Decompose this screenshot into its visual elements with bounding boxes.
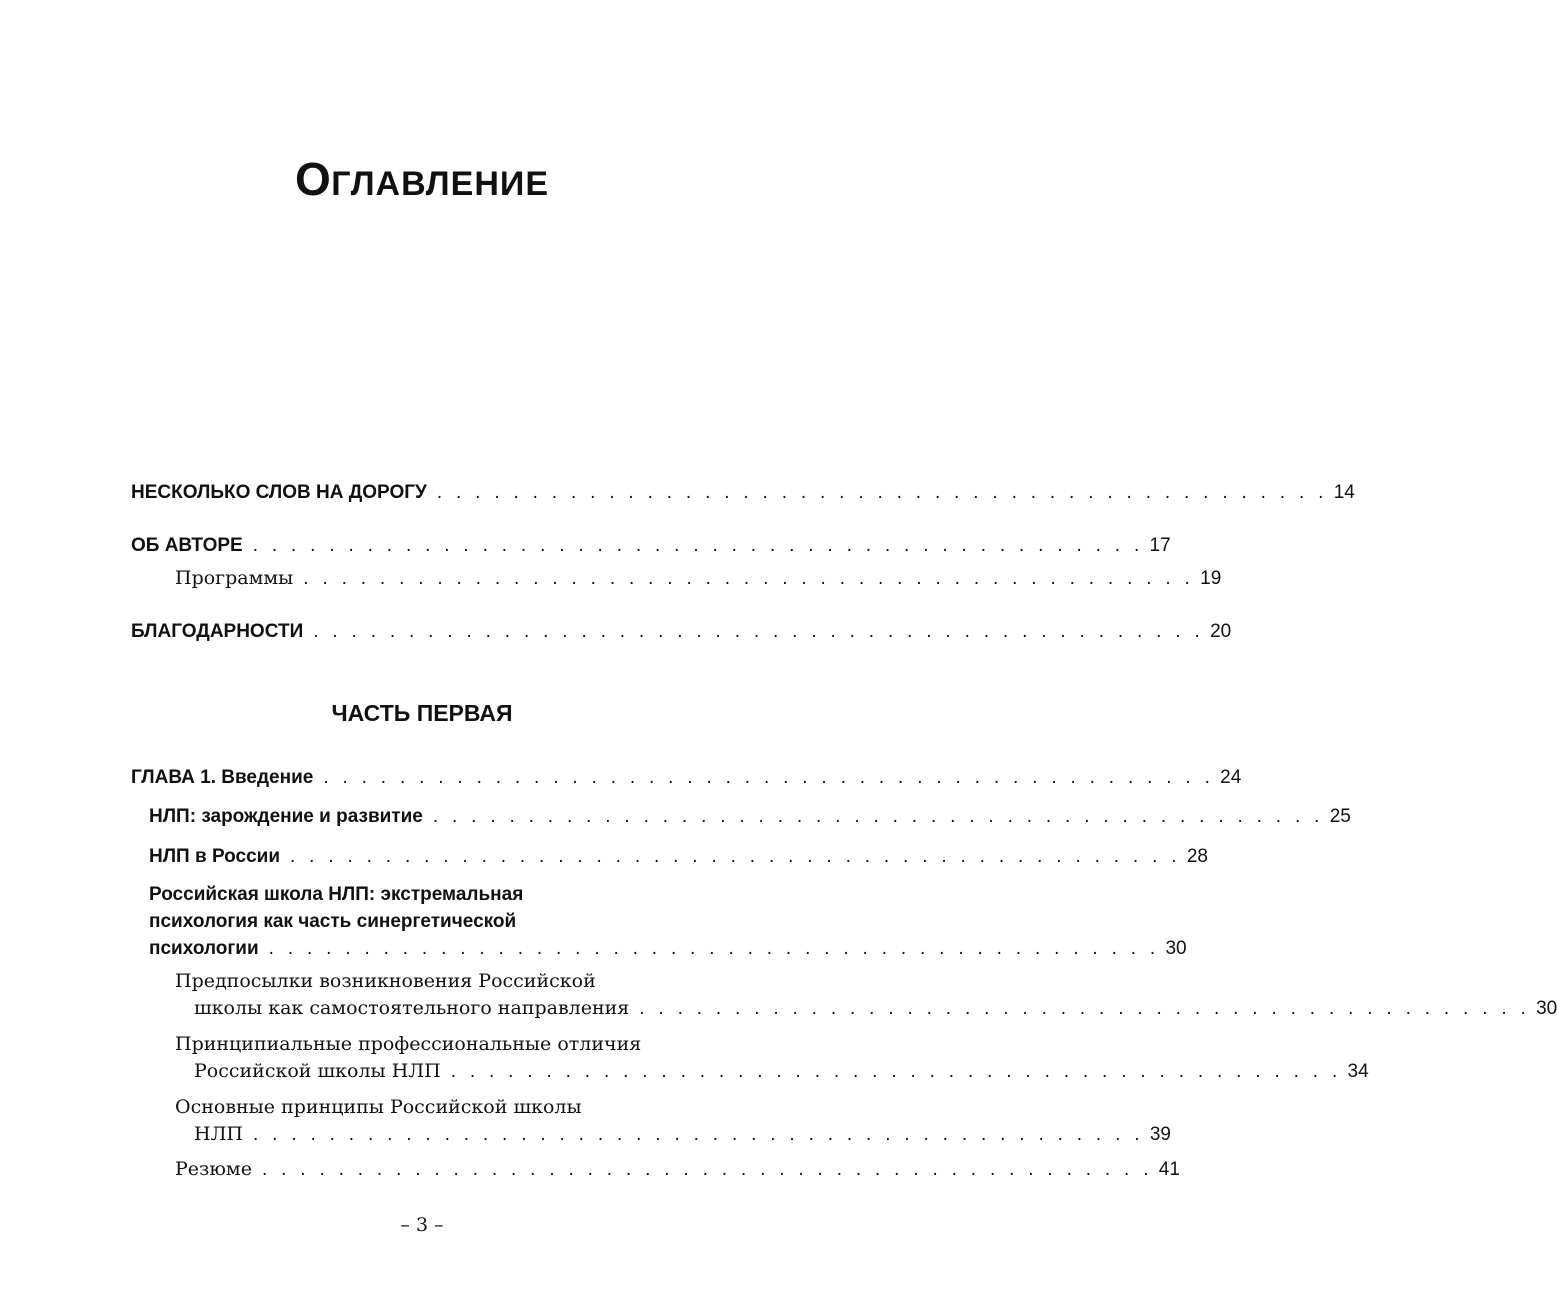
toc-entry-title: ГЛАВА 1. Введение: [131, 767, 314, 788]
toc-entry-page: 30: [1536, 998, 1557, 1019]
toc-entry-title: Российской школы НЛП: [194, 1060, 441, 1082]
leader-dots: . . . . . . . . . . . . . . . . . . . . . . . . . . . . . . . . . . . . . . . . . . . . . . .: [253, 1124, 1144, 1145]
toc-entry: [131, 617, 1232, 647]
page-title: [0, 152, 844, 206]
toc-entry: [131, 531, 1171, 561]
part-heading: ЧАСТЬ ПЕРВАЯ: [331, 700, 513, 726]
toc-entry-page: 17: [1149, 535, 1171, 556]
toc-entry: [194, 1056, 1369, 1086]
toc-entry: [149, 802, 1351, 832]
toc-entry: [149, 842, 1208, 872]
page-number: – 3 –: [400, 1214, 444, 1236]
toc-entry-page: 24: [1220, 767, 1242, 788]
toc-entry-title: ОБ АВТОРЕ: [131, 535, 243, 556]
toc-entry-line: Принципиальные профессиональные отличия: [175, 1033, 642, 1055]
toc-entry-title: психологии: [149, 938, 259, 959]
toc-entry-title: Резюме: [175, 1158, 252, 1180]
toc-entry-page: 30: [1165, 938, 1187, 959]
toc-entry-title: НЕСКОЛЬКО СЛОВ НА ДОРОГУ: [131, 482, 427, 503]
toc-entry-page: 14: [1333, 482, 1355, 503]
toc-entry-line: Предпосылки возникновения Российской: [175, 970, 596, 992]
leader-dots: . . . . . . . . . . . . . . . . . . . . . . . . . . . . . . . . . . . . . . . . . . . . . . .: [432, 806, 1324, 827]
leader-dots: . . . . . . . . . . . . . . . . . . . . . . . . . . . . . . . . . . . . . . . . . . . . . . .: [252, 535, 1144, 556]
toc-entry: [194, 993, 1557, 1023]
toc-entry-title: Программы: [175, 567, 294, 589]
toc-entry-title: НЛП: зарождение и развитие: [149, 806, 423, 827]
leader-dots: . . . . . . . . . . . . . . . . . . . . . . . . . . . . . . . . . . . . . . . . . . . . . . .: [436, 482, 1328, 503]
toc-entry: [131, 478, 1355, 508]
toc-entry: [175, 563, 1222, 593]
toc-entry-page: 19: [1200, 568, 1222, 589]
leader-dots: . . . . . . . . . . . . . . . . . . . . . . . . . . . . . . . . . . . . . . . . . . . . . . .: [450, 1061, 1342, 1082]
toc-entry-title: БЛАГОДАРНОСТИ: [131, 621, 304, 642]
toc-entry: [175, 1154, 1180, 1184]
leader-dots: . . . . . . . . . . . . . . . . . . . . . . . . . . . . . . . . . . . . . . . . . . . . . . .: [261, 1159, 1153, 1180]
toc-entry: [194, 1119, 1171, 1149]
toc-entry: [131, 763, 1242, 793]
toc-entry-page: 20: [1210, 621, 1232, 642]
leader-dots: . . . . . . . . . . . . . . . . . . . . . . . . . . . . . . . . . . . . . . . . . . . . . . .: [303, 568, 1195, 589]
toc-entry-page: 39: [1149, 1124, 1171, 1145]
title-initial: О: [294, 153, 332, 205]
leader-dots: . . . . . . . . . . . . . . . . . . . . . . . . . . . . . . . . . . . . . . . . . . . . . . .: [290, 846, 1181, 867]
title-rest: ГЛАВЛЕНИЕ: [331, 165, 550, 203]
toc-entry-page: 41: [1158, 1159, 1180, 1180]
toc-entry-page: 25: [1329, 806, 1351, 827]
toc-entry-title: НЛП в России: [149, 846, 280, 867]
toc-entry-line: психология как часть синергетической: [149, 911, 517, 932]
toc-entry-page: 28: [1186, 846, 1208, 867]
toc-entry-line: Основные принципы Российской школы: [175, 1096, 582, 1118]
toc-entry-title: школы как самостоятельного направления: [194, 997, 630, 1019]
toc-entry: [149, 934, 1187, 964]
leader-dots: . . . . . . . . . . . . . . . . . . . . . . . . . . . . . . . . . . . . . . . . . . . . . . .: [268, 938, 1160, 959]
toc-entry-line: Российская школа НЛП: экстремальная: [149, 884, 524, 905]
toc-entry-title: НЛП: [194, 1123, 243, 1145]
toc-entry-page: 34: [1347, 1061, 1369, 1082]
leader-dots: . . . . . . . . . . . . . . . . . . . . . . . . . . . . . . . . . . . . . . . . . . . . . . .: [313, 621, 1205, 642]
leader-dots: . . . . . . . . . . . . . . . . . . . . . . . . . . . . . . . . . . . . . . . . . . . . . . .: [323, 767, 1215, 788]
leader-dots: . . . . . . . . . . . . . . . . . . . . . . . . . . . . . . . . . . . . . . . . . . . . . . .: [639, 998, 1531, 1019]
